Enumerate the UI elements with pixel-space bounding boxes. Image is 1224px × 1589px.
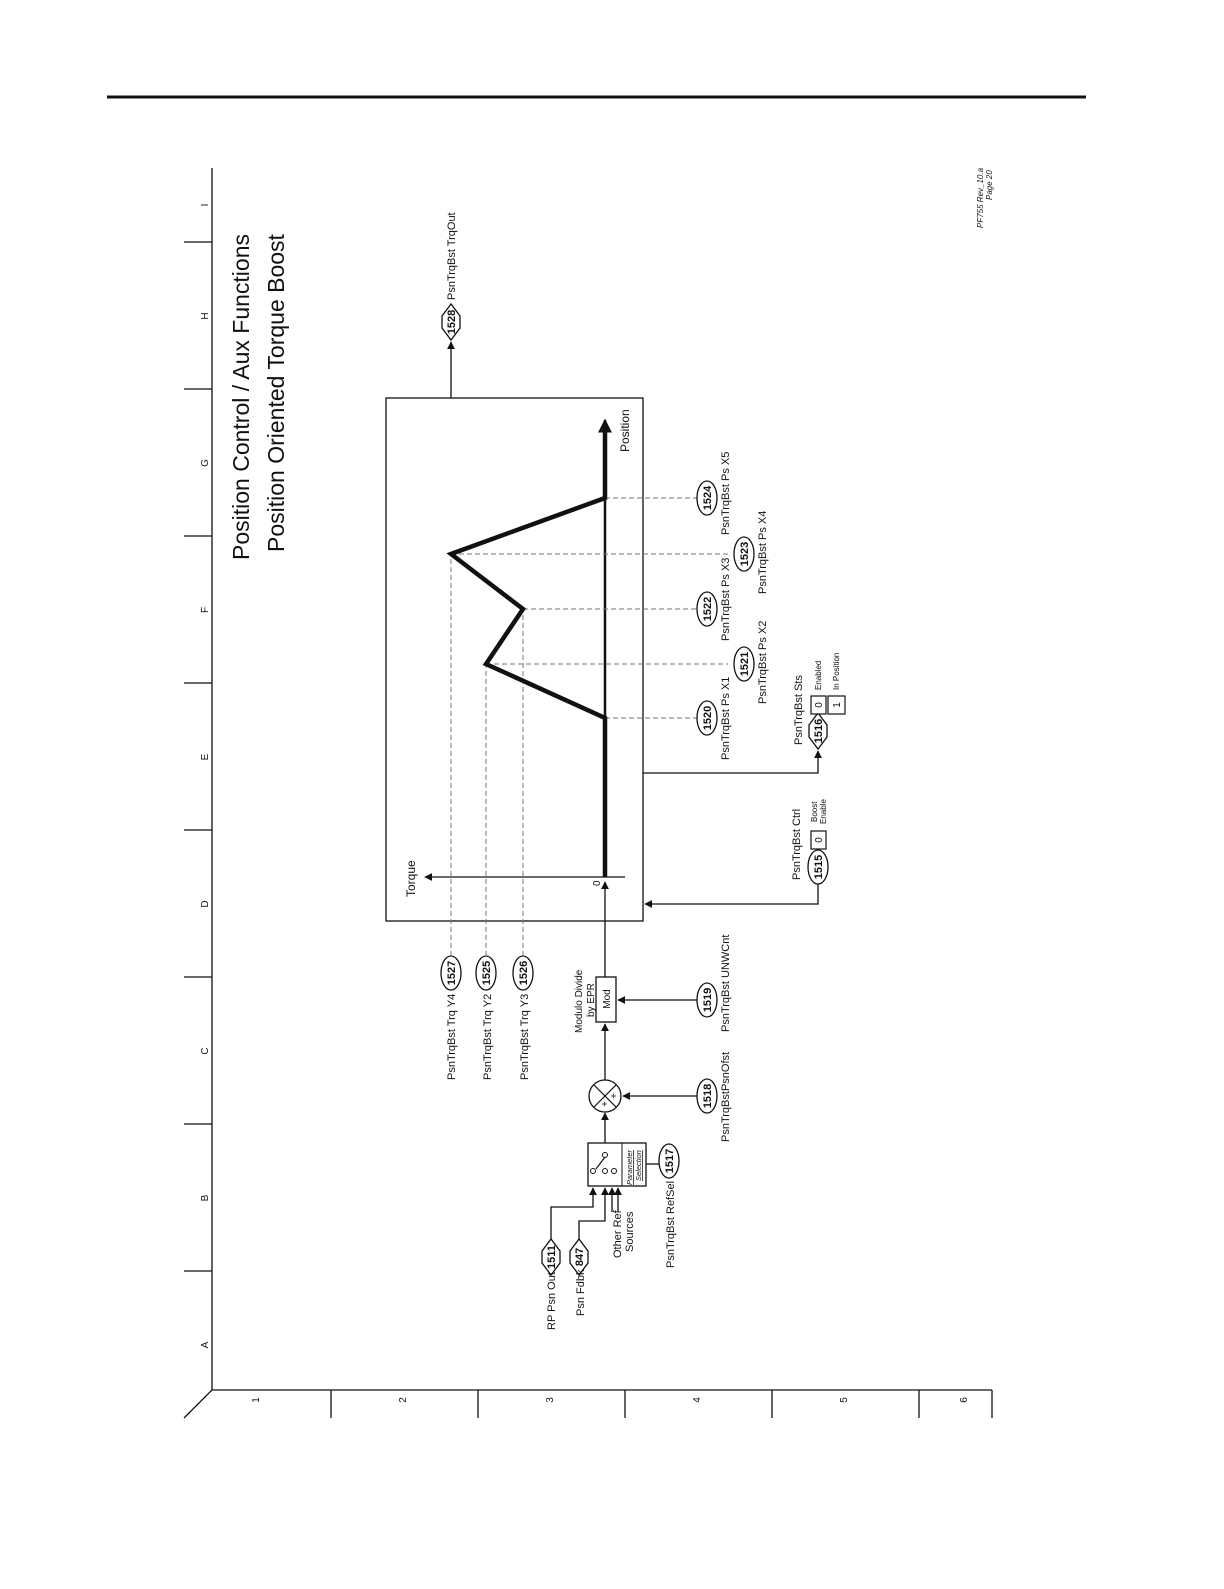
other-ref-line2: Sources [624, 1211, 636, 1252]
other-ref-sources [612, 1209, 636, 1258]
row-label-6: 6 [959, 1397, 970, 1403]
param-1526-number: 1526 [518, 960, 530, 986]
row-label-1: 1 [251, 1397, 262, 1403]
col-label-g: G [200, 459, 211, 467]
param-847 [570, 1239, 588, 1316]
row-labels [251, 1397, 970, 1403]
param-1525-number: 1525 [481, 960, 493, 986]
param-1522-number: 1522 [702, 596, 714, 622]
param-1528-label: PsnTrqBst TrqOut [446, 212, 458, 300]
other-ref-line1: Other Ref [612, 1210, 624, 1258]
grid-frame [184, 168, 992, 1418]
summer-plus-right: + [609, 1093, 620, 1099]
col-label-e: E [200, 753, 211, 761]
sts-bit-0-label: Enabled [814, 660, 823, 690]
sts-bit-1: 1 [832, 702, 843, 708]
title-line-2: Position Oriented Torque Boost [263, 234, 289, 552]
title-line-1: Position Control / Aux Functions [228, 234, 254, 560]
parameter-selection-switch [588, 1143, 646, 1186]
col-label-i: I [200, 203, 211, 207]
col-label-f: F [200, 606, 211, 614]
param-1520 [697, 677, 732, 760]
param-1525 [476, 956, 496, 1080]
param-1524 [697, 452, 732, 535]
summing-junction [589, 1080, 621, 1112]
param-1523-number: 1523 [739, 541, 751, 567]
param-1518-number: 1518 [702, 1083, 714, 1109]
modulo-divide-block [574, 969, 616, 1033]
modulo-label-line1: Modulo Divide [574, 969, 585, 1033]
modulo-label-line2: by EPR [586, 983, 597, 1017]
param-1520-number: 1520 [702, 705, 714, 731]
param-1511-label: RP Psn Out [546, 1272, 558, 1330]
param-1516-label: PsnTrqBst Sts [793, 675, 805, 745]
origin-label: 0 [592, 880, 603, 886]
param-1517 [659, 1144, 679, 1268]
col-label-b: B [200, 1194, 211, 1202]
torque-profile-curve [451, 430, 605, 877]
column-labels [200, 204, 211, 1349]
param-1526 [513, 956, 533, 1080]
param-1511-number: 1511 [546, 1245, 558, 1269]
selector-label-line1: Parameter [625, 1149, 634, 1185]
param-1524-label: PsnTrqBst Ps X5 [720, 451, 732, 535]
param-1527 [441, 956, 461, 1080]
revision-text: PF755 Rev_10.a [976, 167, 985, 228]
param-1521 [734, 621, 769, 704]
param-1520-label: PsnTrqBst Ps X1 [720, 676, 732, 760]
param-1528-number: 1528 [446, 309, 458, 335]
selector-label-line2: Selection [634, 1150, 643, 1181]
param-1515-label: PsnTrqBst Ctrl [791, 808, 803, 880]
param-1517-number: 1517 [664, 1148, 676, 1174]
dashed-guides [451, 498, 728, 956]
modulo-box-label: Mod [602, 989, 613, 1009]
summer-plus-bottom: + [600, 1101, 611, 1107]
param-1524-number: 1524 [702, 485, 714, 511]
param-1523-label: PsnTrqBst Ps X4 [757, 510, 769, 594]
param-1519-number: 1519 [702, 987, 714, 1013]
param-1516 [793, 653, 845, 749]
param-847-number: 847 [574, 1247, 586, 1267]
row-label-4: 4 [692, 1397, 703, 1403]
torque-axis-label: Torque [404, 860, 418, 897]
position-axis-label: Position [618, 409, 632, 452]
param-1518 [697, 1052, 732, 1142]
param-1521-label: PsnTrqBst Ps X2 [757, 620, 769, 704]
param-1527-label: PsnTrqBst Trq Y4 [446, 993, 458, 1080]
param-1528 [442, 212, 460, 340]
col-label-d: D [200, 900, 211, 908]
ctrl-bit-0-label-line2: Enable [819, 799, 828, 824]
param-847-label: Psn Fdbk [575, 1269, 587, 1316]
col-label-a: A [200, 1341, 211, 1349]
param-1522-label: PsnTrqBst Ps X3 [720, 557, 732, 641]
param-1518-label: PsnTrqBstPsnOfst [720, 1051, 732, 1142]
col-label-c: C [200, 1047, 211, 1055]
param-1517-label: PsnTrqBst RefSel [665, 1180, 677, 1268]
param-1521-number: 1521 [739, 651, 751, 677]
page-number-text: Page 20 [985, 170, 994, 200]
param-1525-label: PsnTrqBst Trq Y2 [482, 993, 494, 1080]
param-1527-number: 1527 [446, 960, 458, 986]
ctrl-bit-0-label-line1: Boost [810, 801, 819, 822]
row-label-5: 5 [839, 1397, 850, 1403]
param-1522 [697, 558, 732, 641]
param-1519 [697, 935, 732, 1032]
row-label-3: 3 [545, 1397, 556, 1403]
param-1526-label: PsnTrqBst Trq Y3 [519, 993, 531, 1080]
ctrl-bit-0: 0 [814, 837, 825, 843]
col-label-h: H [200, 312, 211, 320]
row-label-2: 2 [398, 1397, 409, 1403]
param-1516-number: 1516 [813, 718, 825, 744]
param-1523 [734, 511, 769, 594]
param-1511 [542, 1239, 560, 1330]
param-1515-number: 1515 [813, 854, 825, 880]
param-1519-label: PsnTrqBst UNWCnt [720, 934, 732, 1032]
sts-bit-1-label: In Position [832, 652, 841, 690]
sts-bit-0: 0 [814, 702, 825, 708]
param-1515 [791, 799, 828, 884]
